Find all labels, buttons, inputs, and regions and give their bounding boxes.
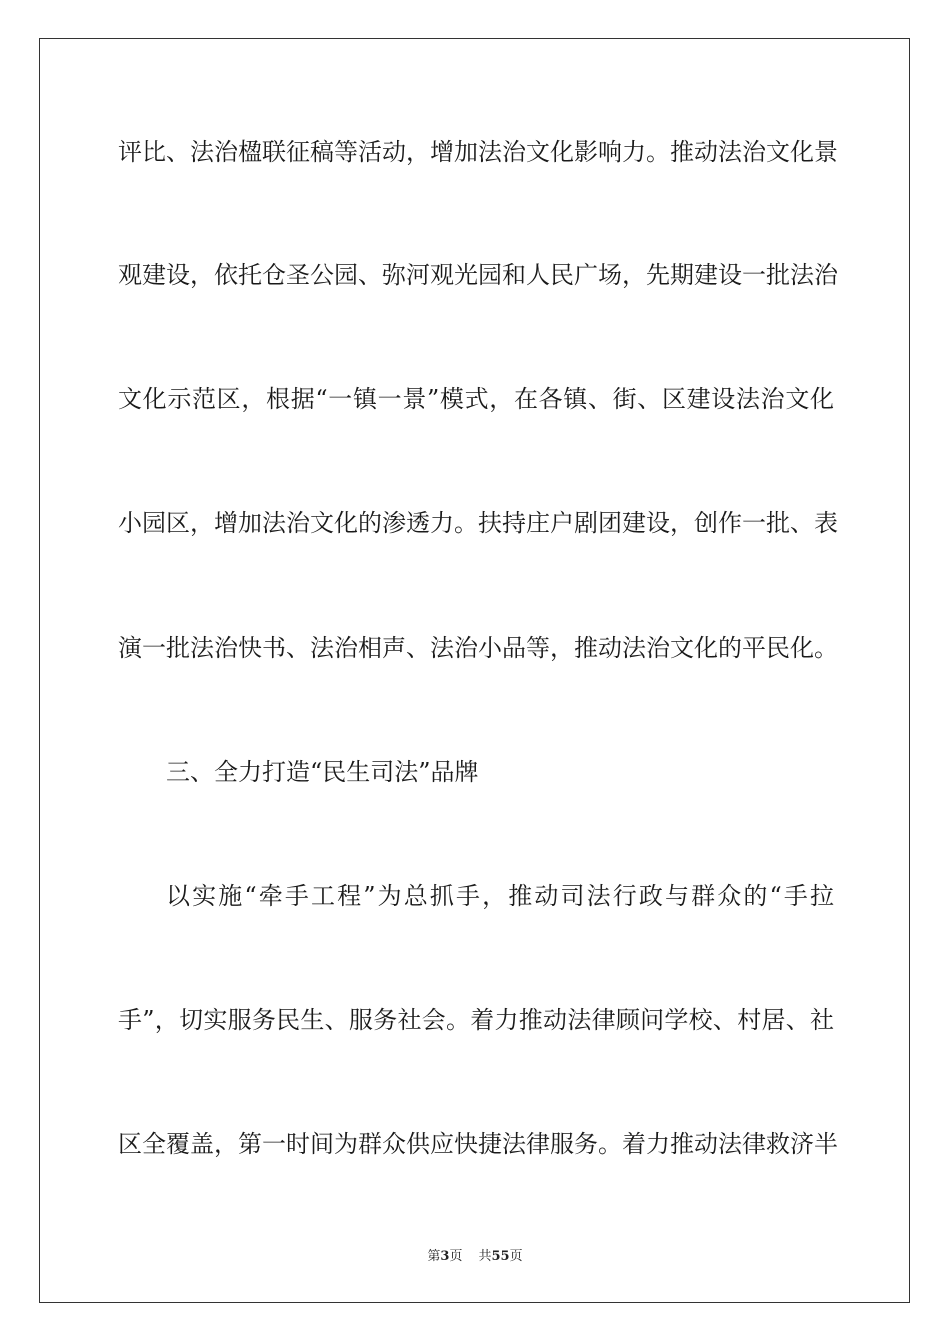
page-border	[39, 38, 910, 1303]
body-line-5: 演一批法治快书、法治相声、法治小品等，推动法治文化的平民化。	[118, 634, 838, 662]
body-line-4: 小园区，增加法治文化的渗透力。扶持庄户剧团建设，创作一批、表	[118, 509, 838, 537]
total-pages: 55	[491, 1249, 510, 1264]
body-line-8: 手”，切实服务民生、服务社会。着力推动法律顾问学校、村居、社	[118, 1006, 834, 1034]
body-line-9: 区全覆盖，第一时间为群众供应快捷法律服务。着力推动法律救济半	[118, 1130, 838, 1158]
body-line-7: 以实施“牵手工程”为总抓手，推动司法行政与群众的“手拉	[166, 882, 834, 910]
body-line-2: 观建设，依托仓圣公园、弥河观光园和人民广场，先期建设一批法治	[118, 261, 838, 289]
total-prefix: 共	[478, 1249, 492, 1264]
section-heading: 三、全力打造“民生司法”品牌	[166, 758, 479, 786]
page-number: 3	[440, 1249, 450, 1264]
body-line-3: 文化示范区，根据“一镇一景”模式，在各镇、街、区建设法治文化	[118, 385, 834, 413]
total-suffix: 页	[509, 1249, 523, 1264]
page-suffix: 页	[449, 1249, 463, 1264]
page-prefix: 第	[427, 1249, 441, 1264]
body-line-1: 评比、法治楹联征稿等活动，增加法治文化影响力。推动法治文化景	[118, 138, 838, 166]
page-footer	[0, 1248, 950, 1266]
